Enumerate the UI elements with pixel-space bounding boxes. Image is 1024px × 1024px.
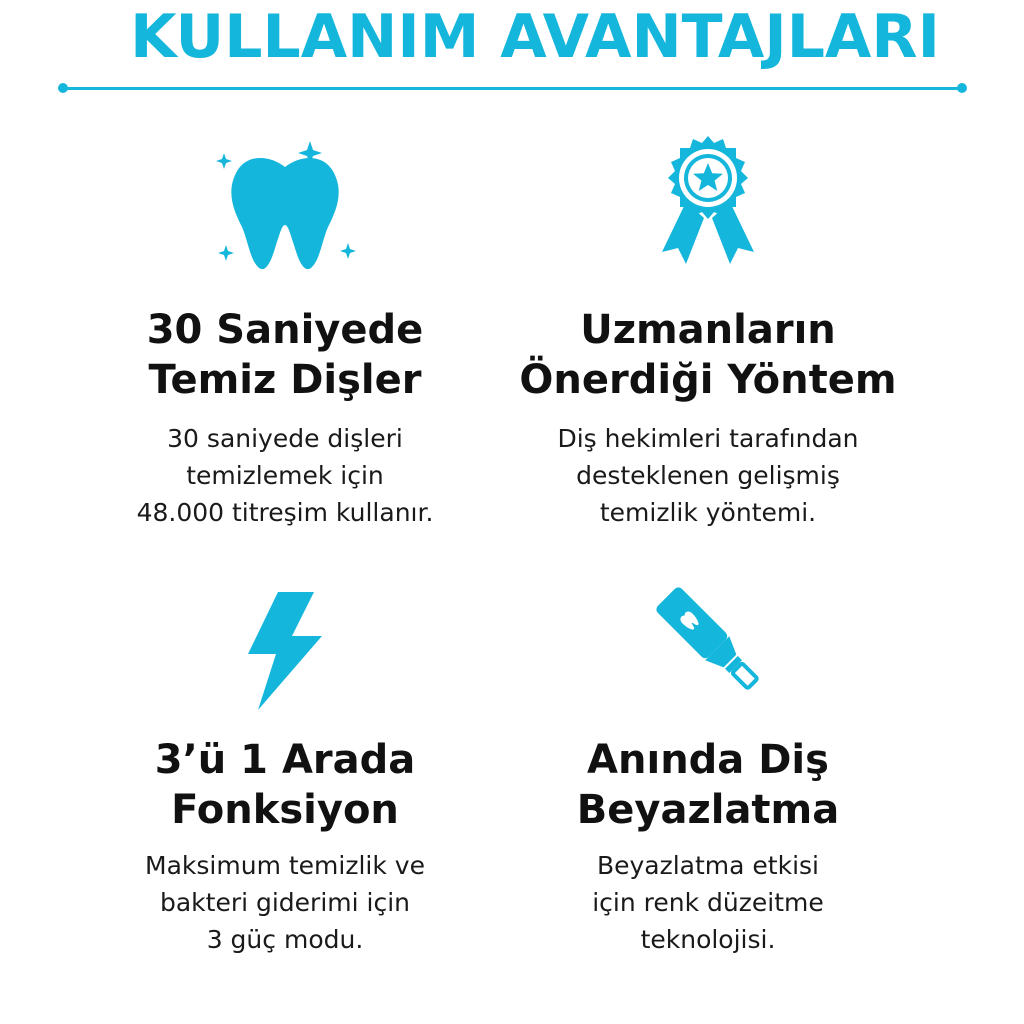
feature-card-whitening <box>478 560 938 1000</box>
feature-description: Diş hekimleri tarafından desteklenen gelişmiş temizlik yöntemi. <box>557 424 859 527</box>
feature-heading: Anında Diş Beyazlatma <box>576 737 840 833</box>
award-ribbon-icon <box>648 132 768 277</box>
feature-card-three-in-one <box>55 560 515 1000</box>
feature-card-clean-teeth <box>55 0 515 560</box>
feature-heading: 3’ü 1 Arada Fonksiyon <box>154 737 416 833</box>
sparkling-tooth-icon <box>210 135 360 275</box>
divider-right-dot <box>957 83 967 93</box>
lightning-bolt-icon <box>240 588 330 713</box>
feature-card-expert-method <box>478 0 938 560</box>
whitening-pen-icon <box>648 582 778 707</box>
feature-heading: 30 Saniyede Temiz Dişler <box>146 307 424 403</box>
feature-description: Maksimum temizlik ve bakteri giderimi için 3 güç modu. <box>145 851 425 954</box>
page-title: KULLANIM AVANTAJLARI <box>130 2 940 72</box>
feature-description: 30 saniyede dişleri temizlemek için 48.000 titreşim kullanır. <box>136 424 434 527</box>
feature-description: Beyazlatma etkisi için renk düzeitme teknolojisi. <box>592 851 824 954</box>
feature-heading: Uzmanların Önerdiği Yöntem <box>519 307 897 403</box>
